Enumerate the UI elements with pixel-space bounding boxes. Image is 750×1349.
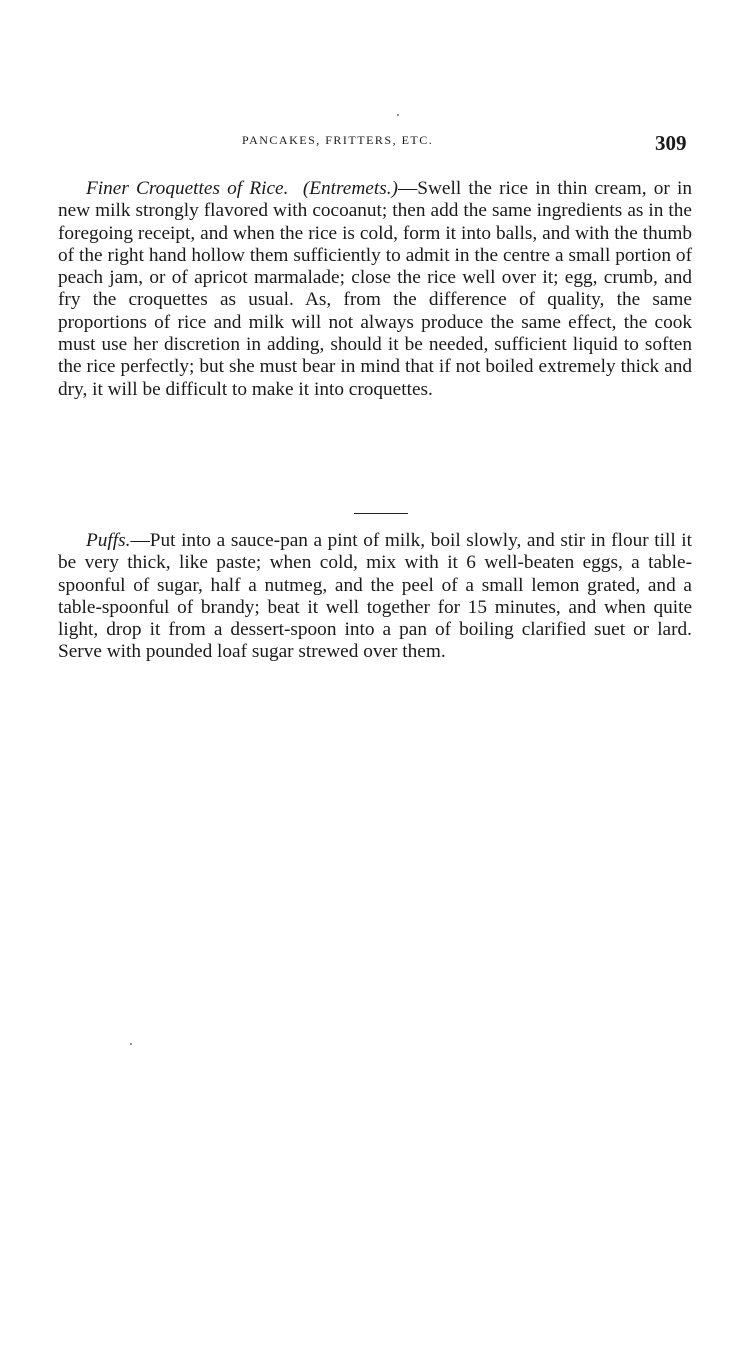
recipe-paragraph <box>58 530 692 664</box>
running-head: PANCAKES, FRITTERS, ETC. <box>242 133 434 147</box>
recipe-paragraph <box>58 178 692 401</box>
recipe-title: Puffs. <box>86 530 131 551</box>
page-number: 309 <box>655 131 687 155</box>
recipe-subtitle: (Entremets.) <box>302 178 398 199</box>
recipe-body: —Put into a sauce-pan a pint of milk, boil slowly, and stir in flour till it be very thick, like paste; when cold, mix with it 6 well-beaten eggs, a table-spoonful of sugar, half a nutmeg, and the peel of a small lemon grated, and a table-spoonful of brandy; beat it well together for 15 minutes, and when quite light, drop it from a dessert-spoon into a pan of boiling clarified suet or lard. Serve with pounded loaf sugar strewed over them. <box>58 530 692 663</box>
print-speck <box>397 114 399 116</box>
recipe-body: —Swell the rice in thin cream, or in new milk strongly flavored with cocoanut; then add the same ingredients as in the foregoing receipt, and when the rice is cold, form it into balls, and with the thumb of the right hand hollow them sufficiently to admit in the centre a small portion of peach jam, or of apricot marmalade; close the rice well over it; egg, crumb, and fry the croquettes as usual. As, from the difference of quality, the same proportions of rice and milk will not always produce the same effect, the cook must use her discretion in adding, should it be needed, sufficient liquid to soften the rice perfectly; but she must bear in mind that if not boiled extremely thick and dry, it will be difficult to make it into croquettes. <box>58 178 692 400</box>
section-divider <box>354 513 408 514</box>
recipe-title: Finer Croquettes of Rice. <box>86 178 289 199</box>
recipe-croquettes <box>58 178 692 401</box>
recipe-puffs <box>58 530 692 664</box>
print-speck <box>130 1043 132 1045</box>
